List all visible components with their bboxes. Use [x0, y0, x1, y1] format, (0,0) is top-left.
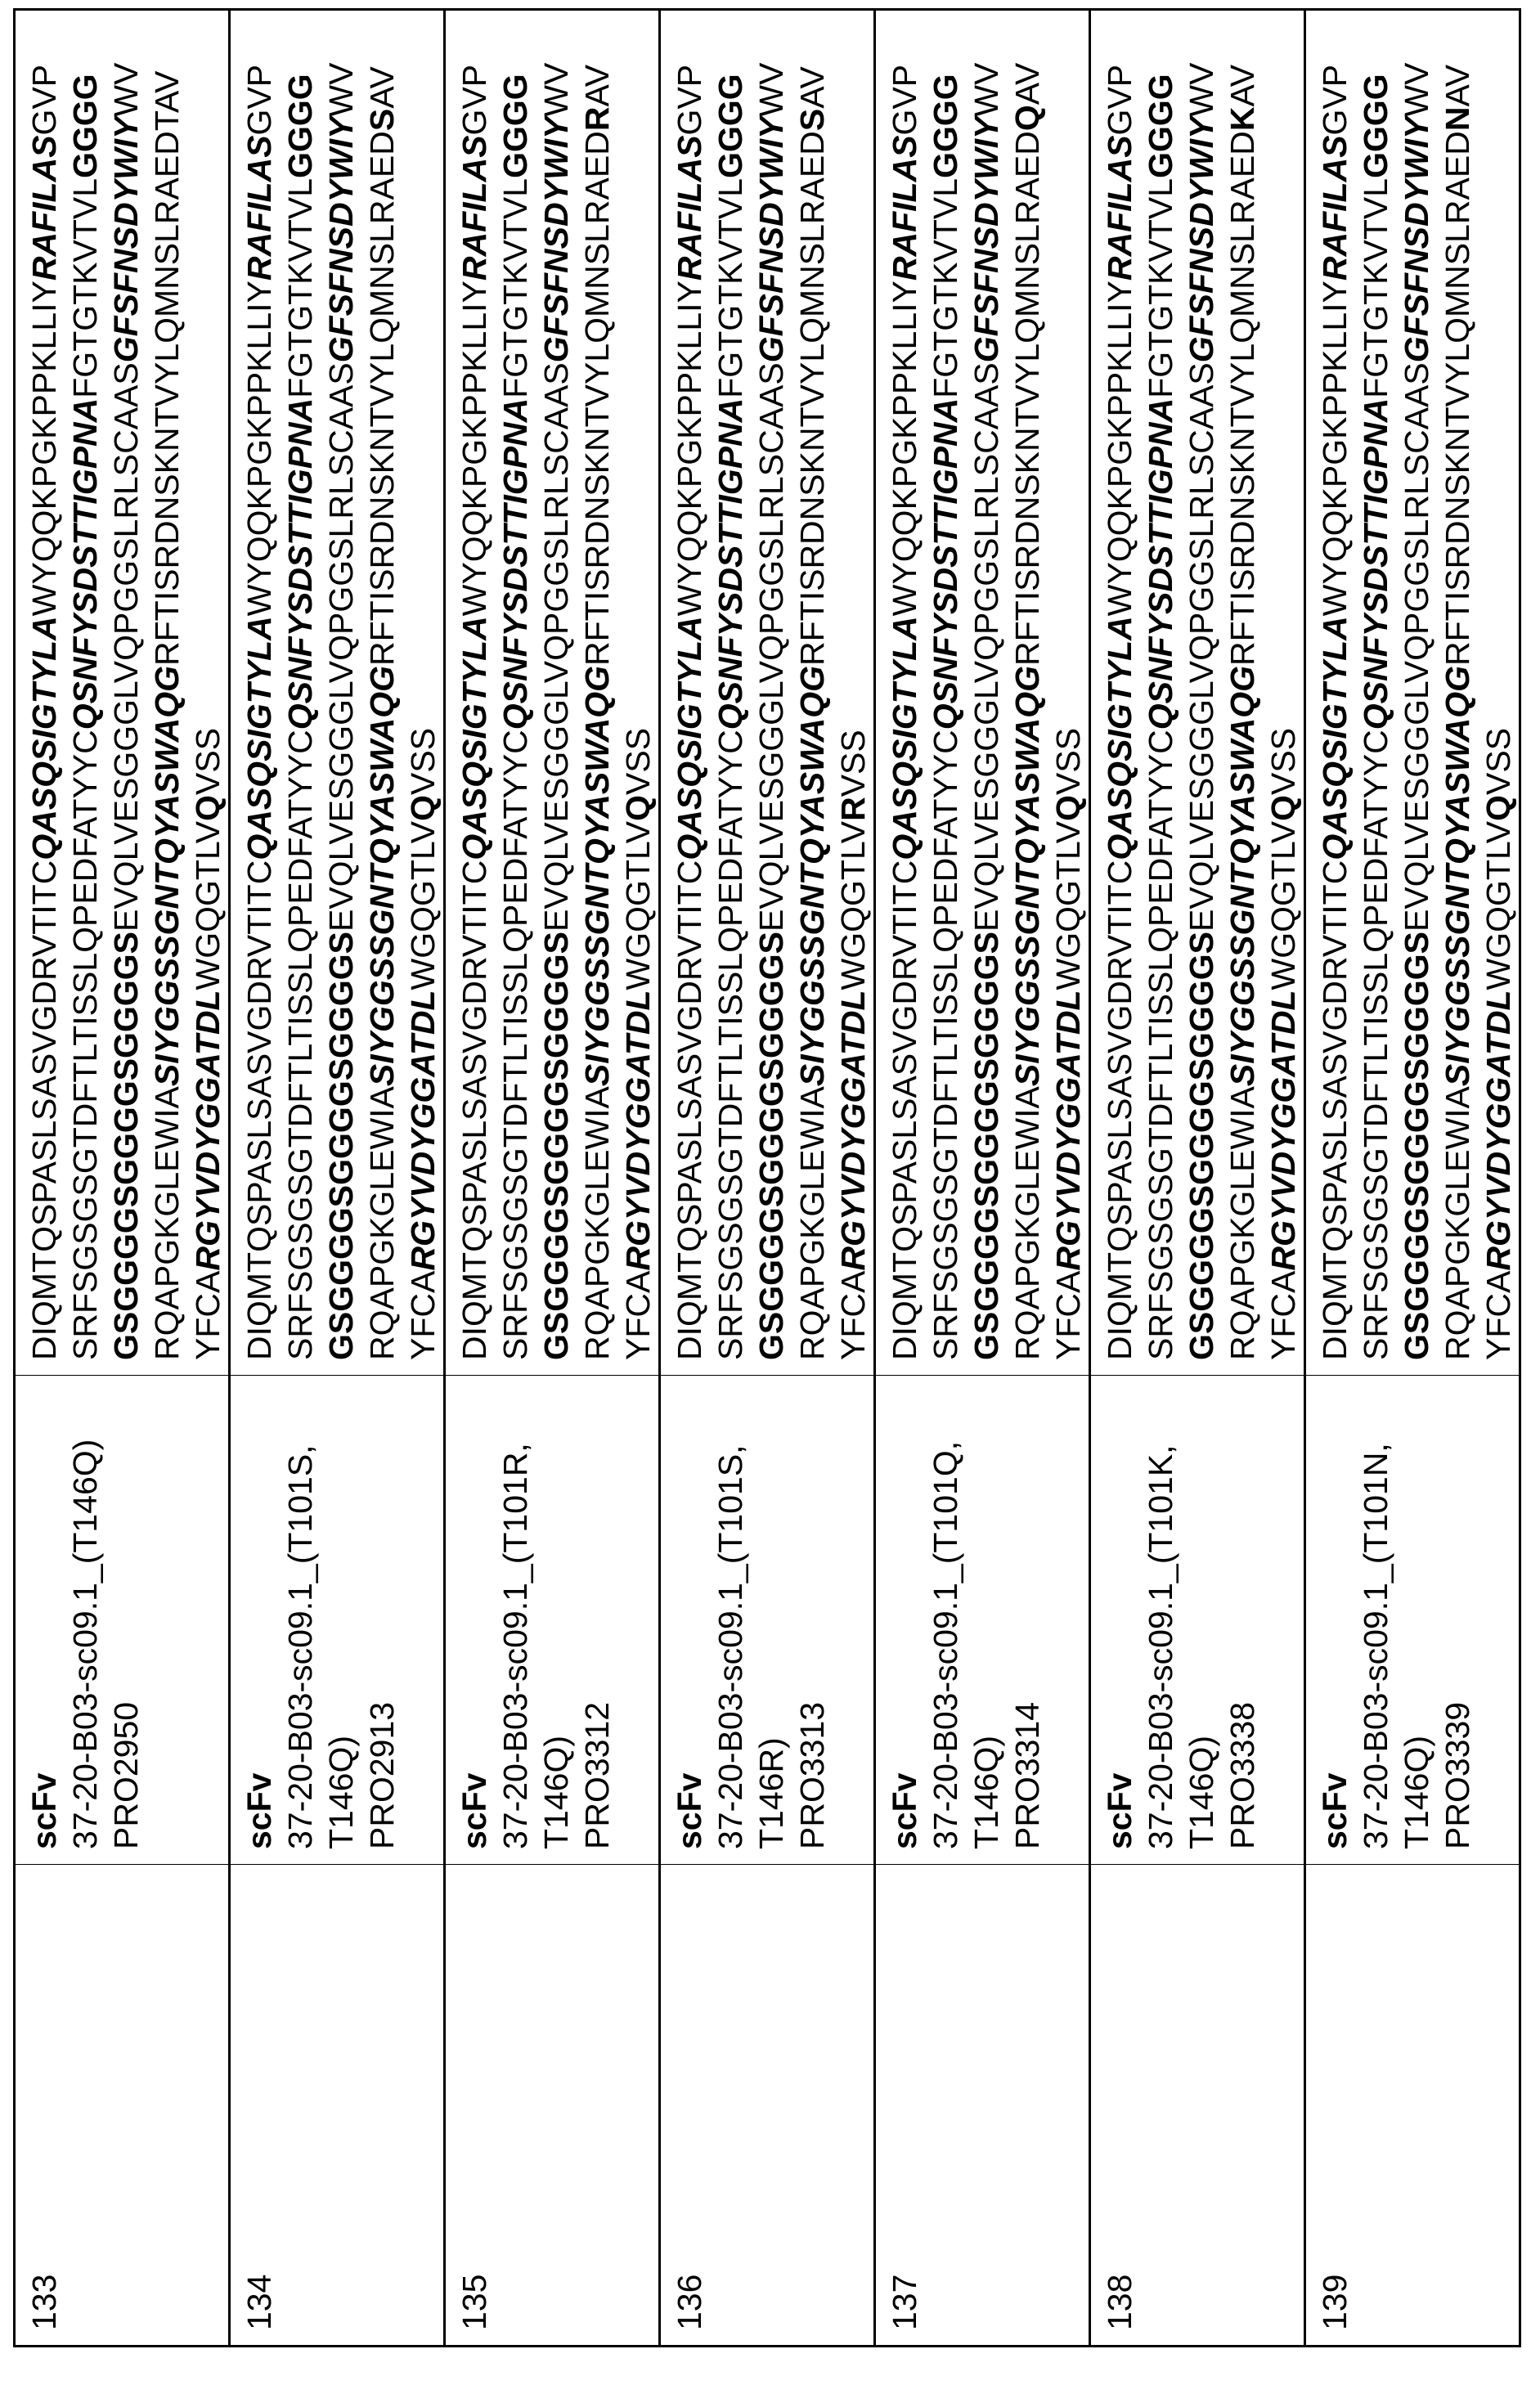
- bold-segment: GSGGGGSGGGGSGGGGS: [1183, 932, 1220, 1360]
- cdr-segment: QSNFYSDSTTIGPNA: [1142, 398, 1179, 730]
- construct-name: 37-20-B03-sc09.1_(T101S,: [280, 1390, 321, 1849]
- description-cell: [660, 1376, 875, 1865]
- sequence-segment: GVP: [25, 65, 63, 136]
- sequence-segment: FGTGTKVTVL: [281, 178, 319, 398]
- sequence-line: [884, 25, 925, 1360]
- cdr-segment: GFSFNSDYWIY: [537, 117, 575, 363]
- bold-segment: S: [793, 109, 831, 131]
- cdr-segment: SIYGGSSGNTQYASWAQG: [1223, 666, 1261, 1086]
- bold-segment: N: [1439, 107, 1476, 132]
- sequence-line: [1222, 25, 1263, 1360]
- sequence-segment: WV: [1398, 63, 1435, 117]
- bold-segment: GGGG: [281, 74, 319, 178]
- sequence-segment: YFCA: [619, 1271, 657, 1360]
- bold-segment: GSGGGGSGGGGSGGGGS: [107, 932, 145, 1360]
- sequence-cell: [230, 10, 445, 1376]
- sequence-line: [402, 25, 443, 1360]
- sequence-segment: WYQQKPGKPPKLLIY: [456, 281, 493, 616]
- bold-segment: R: [834, 797, 872, 821]
- cdr-segment: RAFILAS: [671, 135, 708, 281]
- sequence-line: [1263, 25, 1304, 1360]
- description-cell: [15, 1376, 230, 1865]
- description-cell: [1305, 1376, 1520, 1865]
- cdr-segment: RAFILAS: [456, 135, 493, 281]
- sequence-segment: SRFSGSGSGTDFTLTISSLQPEDFATYYC: [1142, 730, 1179, 1360]
- seq-id-number: 136: [669, 1880, 710, 2330]
- cdr-segment: SIYGGSSGNTQYASWAQG: [793, 666, 831, 1086]
- construct-type: scFv: [884, 1390, 925, 1849]
- cdr-segment: QSNFYSDSTTIGPNA: [66, 398, 104, 730]
- sequence-segment: GVP: [240, 65, 278, 136]
- sequence-segment: EVQLVESGGGLVQPGGSLRLSCAAS: [107, 362, 145, 932]
- seq-id-number: 133: [24, 1880, 65, 2330]
- table-row: [875, 10, 1090, 2347]
- cdr-segment: QASQSIGTYLA: [1316, 616, 1354, 860]
- sequence-segment: RQAPGKGLEWIA: [1223, 1086, 1261, 1360]
- sequence-line: [1099, 25, 1140, 1360]
- sequence-segment: WGQGTLV: [1479, 821, 1517, 990]
- cdr-segment: SIYGGSSGNTQYASWAQG: [363, 666, 401, 1086]
- seq-id-number: 135: [454, 1880, 495, 2330]
- protein-id: PRO3339: [1437, 1390, 1478, 1849]
- bold-segment: GSGGGGSGGGGSGGGGS: [537, 932, 575, 1360]
- cdr-segment: SIYGGSSGNTQYASWAQG: [1008, 666, 1046, 1086]
- sequence-segment: DIQMTQSPASLSASVGDRVTITC: [456, 860, 493, 1360]
- cdr-segment: QASQSIGTYLA: [25, 616, 63, 860]
- sequence-line: [65, 25, 106, 1360]
- sequence-segment: AV: [1008, 63, 1046, 106]
- protein-id: PRO3312: [577, 1390, 617, 1849]
- sequence-segment: WYQQKPGKPPKLLIY: [240, 281, 278, 616]
- sequence-line: [1355, 25, 1396, 1360]
- sequence-segment: VSS: [1479, 728, 1517, 795]
- sequence-segment: DIQMTQSPASLSASVGDRVTITC: [886, 860, 923, 1360]
- seq-id-cell: [875, 1865, 1090, 2347]
- sequence-segment: DIQMTQSPASLSASVGDRVTITC: [240, 860, 278, 1360]
- description-cell: [445, 1376, 660, 1865]
- sequence-segment: DIQMTQSPASLSASVGDRVTITC: [25, 860, 63, 1360]
- cdr-segment: RAFILAS: [1101, 135, 1138, 281]
- bold-segment: GSGGGGSGGGGSGGGGS: [322, 932, 360, 1360]
- construct-name: T146Q): [1181, 1390, 1222, 1849]
- sequence-segment: GVP: [456, 65, 493, 136]
- cdr-segment: QSNFYSDSTTIGPNA: [1357, 398, 1394, 730]
- sequence-segment: WV: [968, 63, 1005, 117]
- sequence-cell: [875, 10, 1090, 1376]
- sequence-segment: WGQGTLV: [404, 821, 442, 990]
- sequence-segment: AV: [793, 66, 831, 109]
- sequence-segment: SRFSGSGSGTDFTLTISSLQPEDFATYYC: [712, 730, 749, 1360]
- cdr-segment: QSNFYSDSTTIGPNA: [712, 398, 749, 730]
- sequence-segment: WV: [107, 63, 145, 117]
- sequence-cell: [15, 10, 230, 1376]
- protein-id: PRO2950: [106, 1390, 146, 1849]
- sequence-line: [280, 25, 321, 1360]
- sequence-segment: RFTISRDNSKNTVYLQMNSLRAEDTAV: [148, 71, 186, 666]
- sequence-segment: WYQQKPGKPPKLLIY: [1101, 281, 1138, 616]
- sequence-segment: RQAPGKGLEWIA: [578, 1086, 616, 1360]
- sequence-segment: YFCA: [1479, 1271, 1517, 1360]
- sequence-segment: FGTGTKVTVL: [1142, 178, 1179, 398]
- sequence-line: [106, 25, 146, 1360]
- sequence-segment: EVQLVESGGGLVQPGGSLRLSCAAS: [1183, 362, 1220, 932]
- cdr-segment: QASQSIGTYLA: [886, 616, 923, 860]
- construct-name: T146Q): [321, 1390, 361, 1849]
- sequence-line: [617, 25, 658, 1360]
- sequence-segment: VSS: [834, 730, 872, 797]
- sequence-line: [577, 25, 617, 1360]
- sequence-segment: YFCA: [834, 1271, 872, 1360]
- cdr-segment: RGYVDYGGATDL: [1264, 990, 1302, 1270]
- cdr-segment: QASQSIGTYLA: [456, 616, 493, 860]
- construct-name: 37-20-B03-sc09.1_(T101K,: [1140, 1390, 1181, 1849]
- sequence-line: [1478, 25, 1519, 1360]
- seq-id-number: 137: [884, 1880, 925, 2330]
- description-cell: [1090, 1376, 1305, 1865]
- construct-name: T146R): [751, 1390, 792, 1849]
- cdr-segment: QSNFYSDSTTIGPNA: [927, 398, 964, 730]
- sequence-segment: VSS: [619, 728, 657, 795]
- construct-name: 37-20-B03-sc09.1_(T101R,: [495, 1390, 536, 1849]
- seq-id-number: 139: [1314, 1880, 1355, 2330]
- sequence-segment: WV: [322, 63, 360, 117]
- sequence-segment: WV: [537, 63, 575, 117]
- sequence-segment: VSS: [1049, 728, 1087, 795]
- bold-segment: Q: [1479, 795, 1517, 821]
- bold-segment: GSGGGGSGGGGSGGGGS: [1398, 932, 1435, 1360]
- sequence-segment: YFCA: [404, 1271, 442, 1360]
- bold-segment: Q: [619, 795, 657, 821]
- cdr-segment: GFSFNSDYWIY: [968, 117, 1005, 363]
- cdr-segment: QASQSIGTYLA: [671, 616, 708, 860]
- construct-type: scFv: [454, 1390, 495, 1849]
- sequence-line: [187, 25, 228, 1360]
- sequence-segment: GVP: [1101, 65, 1138, 136]
- bold-segment: GGGG: [66, 74, 104, 178]
- cdr-segment: RAFILAS: [1316, 135, 1354, 281]
- sequence-segment: RQAPGKGLEWIA: [148, 1086, 186, 1360]
- sequence-segment: FGTGTKVTVL: [1357, 178, 1394, 398]
- sequence-segment: AV: [578, 65, 616, 107]
- table-row: [660, 10, 875, 2347]
- bold-segment: GGGG: [496, 74, 534, 178]
- sequence-line: [1314, 25, 1355, 1360]
- sequence-segment: EVQLVESGGGLVQPGGSLRLSCAAS: [1398, 362, 1435, 932]
- sequence-cell: [1090, 10, 1305, 1376]
- bold-segment: GSGGGGSGGGGSGGGGS: [968, 932, 1005, 1360]
- sequence-segment: WYQQKPGKPPKLLIY: [1316, 281, 1354, 616]
- sequence-segment: RQAPGKGLEWIA: [363, 1086, 401, 1360]
- sequence-segment: SRFSGSGSGTDFTLTISSLQPEDFATYYC: [281, 730, 319, 1360]
- protein-id: PRO3313: [792, 1390, 833, 1849]
- construct-type: scFv: [1099, 1390, 1140, 1849]
- sequence-segment: FGTGTKVTVL: [496, 178, 534, 398]
- cdr-segment: RGYVDYGGATDL: [1049, 990, 1087, 1270]
- table-row: [1090, 10, 1305, 2347]
- sequence-line: [751, 25, 792, 1360]
- sequence-segment: RQAPGKGLEWIA: [1008, 1086, 1046, 1360]
- sequence-segment: EVQLVESGGGLVQPGGSLRLSCAAS: [968, 362, 1005, 932]
- cdr-segment: SIYGGSSGNTQYASWAQG: [148, 666, 186, 1086]
- sequence-segment: WYQQKPGKPPKLLIY: [671, 281, 708, 616]
- sequence-line: [792, 25, 833, 1360]
- sequence-line: [1140, 25, 1181, 1360]
- sequence-segment: RQAPGKGLEWIA: [1439, 1086, 1476, 1360]
- sequence-segment: WYQQKPGKPPKLLIY: [25, 281, 63, 616]
- sequence-segment: WGQGTLV: [1049, 821, 1087, 990]
- sequence-segment: WGQGTLV: [1264, 821, 1302, 990]
- sequence-segment: EVQLVESGGGLVQPGGSLRLSCAAS: [537, 362, 575, 932]
- sequence-line: [925, 25, 966, 1360]
- sequence-segment: SRFSGSGSGTDFTLTISSLQPEDFATYYC: [496, 730, 534, 1360]
- cdr-segment: RGYVDYGGATDL: [834, 990, 872, 1270]
- sequence-segment: WYQQKPGKPPKLLIY: [886, 281, 923, 616]
- construct-name: 37-20-B03-sc09.1_(T101S,: [710, 1390, 751, 1849]
- sequence-segment: AV: [363, 66, 401, 109]
- construct-name: T146Q): [536, 1390, 577, 1849]
- bold-segment: Q: [1264, 795, 1302, 821]
- cdr-segment: RGYVDYGGATDL: [1479, 990, 1517, 1270]
- sequence-line: [1007, 25, 1048, 1360]
- sequence-segment: WGQGTLV: [834, 821, 872, 990]
- sequence-segment: WGQGTLV: [619, 821, 657, 990]
- sequence-segment: GVP: [671, 65, 708, 136]
- cdr-segment: GFSFNSDYWIY: [107, 117, 145, 363]
- seq-id-cell: [445, 1865, 660, 2347]
- sequence-segment: FGTGTKVTVL: [66, 178, 104, 398]
- sequence-segment: YFCA: [189, 1271, 227, 1360]
- cdr-segment: GFSFNSDYWIY: [1398, 117, 1435, 363]
- cdr-segment: GFSFNSDYWIY: [1183, 117, 1220, 363]
- sequence-line: [966, 25, 1007, 1360]
- construct-name: T146Q): [966, 1390, 1007, 1849]
- sequence-segment: SRFSGSGSGTDFTLTISSLQPEDFATYYC: [66, 730, 104, 1360]
- cdr-segment: SIYGGSSGNTQYASWAQG: [1439, 666, 1476, 1086]
- sequence-cell: [1305, 10, 1520, 1376]
- sequence-line: [710, 25, 751, 1360]
- sequence-segment: YFCA: [1049, 1271, 1087, 1360]
- bold-segment: R: [578, 107, 616, 132]
- protein-id: PRO2913: [361, 1390, 402, 1849]
- sequence-segment: RFTISRDNSKNTVYLQMNSLRAED: [1008, 131, 1046, 666]
- sequence-segment: GVP: [1316, 65, 1354, 136]
- sequence-segment: FGTGTKVTVL: [712, 178, 749, 398]
- table-row: [1305, 10, 1520, 2347]
- seq-id-cell: [660, 1865, 875, 2347]
- construct-name: T146Q): [1396, 1390, 1437, 1849]
- table-row: [445, 10, 660, 2347]
- seq-id-cell: [230, 1865, 445, 2347]
- sequence-cell: [660, 10, 875, 1376]
- seq-id-number: 134: [239, 1880, 280, 2330]
- cdr-segment: QSNFYSDSTTIGPNA: [281, 398, 319, 730]
- sequence-segment: RFTISRDNSKNTVYLQMNSLRAED: [578, 131, 616, 666]
- construct-type: scFv: [239, 1390, 280, 1849]
- protein-id: PRO3338: [1222, 1390, 1263, 1849]
- description-cell: [230, 1376, 445, 1865]
- cdr-segment: RGYVDYGGATDL: [189, 990, 227, 1270]
- sequence-segment: RQAPGKGLEWIA: [793, 1086, 831, 1360]
- bold-segment: GGGG: [1357, 74, 1394, 178]
- cdr-segment: GFSFNSDYWIY: [752, 117, 790, 363]
- cdr-segment: RAFILAS: [886, 135, 923, 281]
- sequence-segment: DIQMTQSPASLSASVGDRVTITC: [1101, 860, 1138, 1360]
- sequence-line: [495, 25, 536, 1360]
- construct-type: scFv: [1314, 1390, 1355, 1849]
- cdr-segment: GFSFNSDYWIY: [322, 117, 360, 363]
- protein-id: PRO3314: [1007, 1390, 1048, 1849]
- construct-name: 37-20-B03-sc09.1_(T101Q,: [925, 1390, 966, 1849]
- construct-name: 37-20-B03-sc09.1_(T146Q): [65, 1390, 106, 1849]
- sequence-segment: AV: [1439, 65, 1476, 107]
- sequence-segment: SRFSGSGSGTDFTLTISSLQPEDFATYYC: [927, 730, 964, 1360]
- sequence-line: [1181, 25, 1222, 1360]
- seq-id-cell: [15, 1865, 230, 2347]
- sequence-line: [536, 25, 577, 1360]
- sequence-line: [361, 25, 402, 1360]
- description-cell: [875, 1376, 1090, 1865]
- cdr-segment: RGYVDYGGATDL: [404, 990, 442, 1270]
- sequence-segment: SRFSGSGSGTDFTLTISSLQPEDFATYYC: [1357, 730, 1394, 1360]
- bold-segment: Q: [1008, 105, 1046, 131]
- bold-segment: GGGG: [927, 74, 964, 178]
- bold-segment: K: [1223, 107, 1261, 132]
- sequence-line: [833, 25, 873, 1360]
- construct-type: scFv: [669, 1390, 710, 1849]
- sequence-segment: GVP: [886, 65, 923, 136]
- sequence-segment: RFTISRDNSKNTVYLQMNSLRAED: [1439, 131, 1476, 666]
- table-row: [230, 10, 445, 2347]
- construct-type: scFv: [24, 1390, 65, 1849]
- bold-segment: GGGG: [1142, 74, 1179, 178]
- construct-name: 37-20-B03-sc09.1_(T101N,: [1355, 1390, 1396, 1849]
- sequence-line: [669, 25, 710, 1360]
- sequence-line: [239, 25, 280, 1360]
- table-row: [15, 10, 230, 2347]
- sequence-segment: WV: [752, 63, 790, 117]
- sequence-segment: EVQLVESGGGLVQPGGSLRLSCAAS: [752, 362, 790, 932]
- bold-segment: GSGGGGSGGGGSGGGGS: [752, 932, 790, 1360]
- rotated-page: [0, 0, 1540, 2385]
- sequence-segment: RFTISRDNSKNTVYLQMNSLRAED: [363, 131, 401, 666]
- sequence-segment: WV: [1183, 63, 1220, 117]
- bold-segment: Q: [1049, 795, 1087, 821]
- cdr-segment: QASQSIGTYLA: [240, 616, 278, 860]
- sequence-line: [1437, 25, 1478, 1360]
- sequence-cell: [445, 10, 660, 1376]
- sequence-segment: YFCA: [1264, 1271, 1302, 1360]
- seq-id-cell: [1090, 1865, 1305, 2347]
- seq-id-number: 138: [1099, 1880, 1140, 2330]
- sequence-line: [1048, 25, 1089, 1360]
- sequence-line: [454, 25, 495, 1360]
- sequence-segment: RFTISRDNSKNTVYLQMNSLRAED: [1223, 131, 1261, 666]
- sequence-line: [1396, 25, 1437, 1360]
- sequence-segment: DIQMTQSPASLSASVGDRVTITC: [1316, 860, 1354, 1360]
- bold-segment: GGGG: [712, 74, 749, 178]
- sequence-segment: RFTISRDNSKNTVYLQMNSLRAED: [793, 131, 831, 666]
- cdr-segment: QASQSIGTYLA: [1101, 616, 1138, 860]
- cdr-segment: RAFILAS: [240, 135, 278, 281]
- sequence-segment: VSS: [189, 728, 227, 795]
- cdr-segment: SIYGGSSGNTQYASWAQG: [578, 666, 616, 1086]
- sequence-segment: AV: [1223, 65, 1261, 107]
- sequence-line: [24, 25, 65, 1360]
- bold-segment: Q: [189, 795, 227, 821]
- cdr-segment: RAFILAS: [25, 135, 63, 281]
- seq-id-cell: [1305, 1865, 1520, 2347]
- sequence-line: [146, 25, 187, 1360]
- cdr-segment: RGYVDYGGATDL: [619, 990, 657, 1270]
- bold-segment: Q: [404, 795, 442, 821]
- sequence-segment: WGQGTLV: [189, 821, 227, 990]
- sequence-table-body: [15, 10, 1520, 2347]
- sequence-segment: EVQLVESGGGLVQPGGSLRLSCAAS: [322, 362, 360, 932]
- sequence-segment: VSS: [404, 728, 442, 795]
- sequence-table: [13, 8, 1521, 2347]
- cdr-segment: QSNFYSDSTTIGPNA: [496, 398, 534, 730]
- bold-segment: S: [363, 109, 401, 131]
- sequence-line: [321, 25, 361, 1360]
- sequence-segment: VSS: [1264, 728, 1302, 795]
- sequence-segment: DIQMTQSPASLSASVGDRVTITC: [671, 860, 708, 1360]
- sequence-segment: FGTGTKVTVL: [927, 178, 964, 398]
